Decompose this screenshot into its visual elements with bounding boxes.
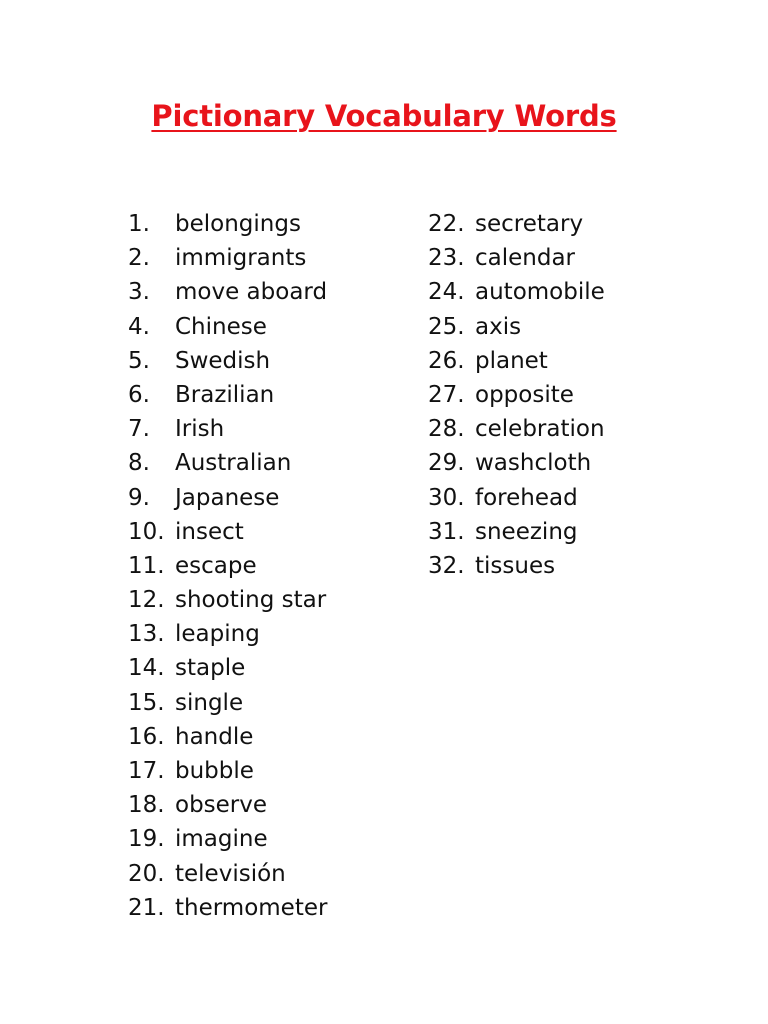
item-number: 8. [128,450,150,477]
vocabulary-item [128,788,327,822]
item-number: 13. [128,621,165,648]
item-number: 25. [428,313,465,340]
item-number: 16. [128,723,165,750]
vocabulary-word: Japanese [175,484,280,511]
vocabulary-item [428,446,605,480]
vocabulary-item [128,754,327,788]
vocabulary-word: axis [475,313,522,340]
item-number: 1. [128,211,150,237]
item-number: 3. [128,279,150,306]
vocabulary-word: leaping [175,621,260,648]
vocabulary-item [428,378,605,412]
vocabulary-item [128,617,327,651]
item-number: 32. [428,552,465,579]
vocabulary-item [428,310,605,344]
vocabulary-word: thermometer [175,894,328,921]
item-number: 21. [128,894,165,921]
vocabulary-item [128,446,327,480]
vocabulary-word: secretary [475,211,584,237]
vocabulary-item [128,515,327,549]
item-number: 2. [128,245,150,272]
vocabulary-item [128,822,327,856]
item-number: 23. [428,245,465,272]
vocabulary-item [128,891,327,925]
vocabulary-item [128,481,327,515]
item-number: 26. [428,347,465,374]
vocabulary-item [128,720,327,754]
vocabulary-word: tissues [475,552,556,579]
vocabulary-list-column-2 [428,207,605,583]
vocabulary-item [428,344,605,378]
item-number: 9. [128,484,150,511]
vocabulary-word: belongings [175,211,301,237]
vocabulary-word: bubble [175,758,254,784]
item-number: 5. [128,347,150,374]
item-number: 7. [128,416,150,443]
vocabulary-word: shooting star [175,587,327,614]
item-number: 6. [128,381,150,408]
vocabulary-item [128,857,327,891]
vocabulary-word: Brazilian [175,381,275,408]
vocabulary-word: staple [175,655,246,682]
vocabulary-item [428,549,605,583]
vocabulary-word: forehead [475,484,578,511]
item-number: 19. [128,826,165,853]
vocabulary-word: escape [175,552,257,579]
vocabulary-item [128,310,327,344]
item-number: 14. [128,655,165,682]
vocabulary-word: handle [175,723,254,750]
item-number: 24. [428,279,465,306]
vocabulary-item [128,686,327,720]
item-number: 28. [428,416,465,443]
page-title: Pictionary Vocabulary Words [151,99,617,133]
item-number: 10. [128,518,165,545]
vocabulary-word: washcloth [475,450,592,477]
vocabulary-list-column-1 [128,207,327,925]
vocabulary-word: insect [175,518,244,545]
item-number: 15. [128,689,165,716]
vocabulary-word: opposite [475,381,574,408]
vocabulary-item [128,412,327,446]
item-number: 22. [428,211,465,237]
item-number: 31. [428,518,465,545]
item-number: 18. [128,792,165,819]
vocabulary-item [428,481,605,515]
vocabulary-item [128,583,327,617]
item-number: 17. [128,758,165,784]
vocabulary-word: calendar [475,245,576,272]
vocabulary-word: Australian [175,450,292,477]
vocabulary-word: automobile [475,279,605,306]
vocabulary-word: immigrants [175,245,307,272]
item-number: 29. [428,450,465,477]
vocabulary-word: Irish [175,416,225,443]
vocabulary-item [128,651,327,685]
item-number: 4. [128,313,150,340]
vocabulary-word: single [175,689,244,716]
vocabulary-word: imagine [175,826,268,853]
vocabulary-item [428,241,605,275]
vocabulary-word: planet [475,347,548,374]
vocabulary-word: celebration [475,416,605,443]
vocabulary-word: sneezing [475,518,578,545]
vocabulary-word: move aboard [175,279,328,306]
vocabulary-item [128,344,327,378]
vocabulary-word: televisión [175,860,286,887]
item-number: 30. [428,484,465,511]
vocabulary-item [128,275,327,309]
vocabulary-word: observe [175,792,268,819]
item-number: 20. [128,860,165,887]
vocabulary-item [128,241,327,275]
vocabulary-item [128,207,327,241]
vocabulary-item [428,275,605,309]
vocabulary-item [428,515,605,549]
vocabulary-word: Swedish [175,347,271,374]
item-number: 27. [428,381,465,408]
vocabulary-item [428,207,605,241]
vocabulary-item [128,378,327,412]
vocabulary-word: Chinese [175,313,267,340]
vocabulary-item [428,412,605,446]
item-number: 11. [128,552,165,579]
item-number: 12. [128,587,165,614]
vocabulary-item [128,549,327,583]
